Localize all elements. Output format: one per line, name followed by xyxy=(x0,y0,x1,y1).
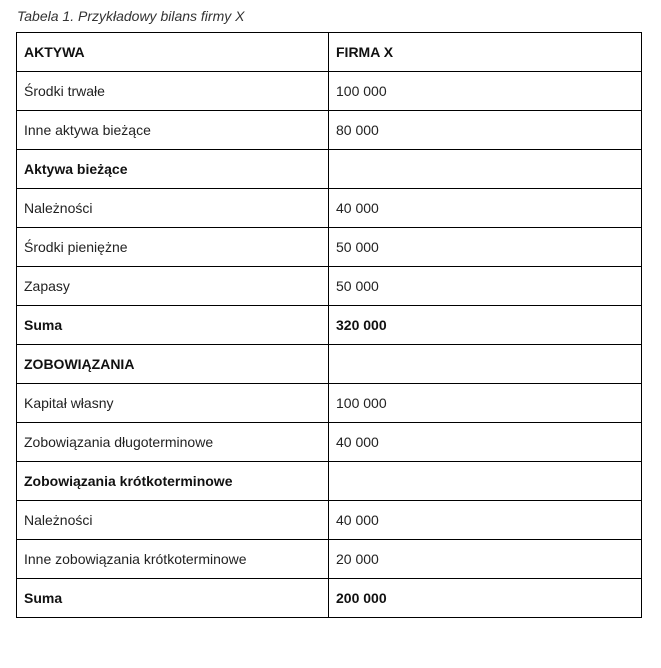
row-label: Należności xyxy=(17,189,329,228)
table-row xyxy=(17,501,642,540)
table-row xyxy=(17,33,642,72)
table-row xyxy=(17,228,642,267)
row-value: 80 000 xyxy=(329,111,642,150)
row-value: 50 000 xyxy=(329,267,642,306)
row-value: 200 000 xyxy=(329,579,642,618)
row-label: Suma xyxy=(17,579,329,618)
row-label: Środki pieniężne xyxy=(17,228,329,267)
row-value: 40 000 xyxy=(329,423,642,462)
row-label: ZOBOWIĄZANIA xyxy=(17,345,329,384)
row-label: Zobowiązania długoterminowe xyxy=(17,423,329,462)
table-row xyxy=(17,540,642,579)
row-label: Należności xyxy=(17,501,329,540)
table-row xyxy=(17,72,642,111)
row-value: 100 000 xyxy=(329,72,642,111)
row-label: Suma xyxy=(17,306,329,345)
table-row xyxy=(17,462,642,501)
row-label: Aktywa bieżące xyxy=(17,150,329,189)
row-value: FIRMA X xyxy=(329,33,642,72)
row-value xyxy=(329,462,642,501)
table-row xyxy=(17,267,642,306)
row-label: Kapitał własny xyxy=(17,384,329,423)
table-row xyxy=(17,111,642,150)
table-caption: Tabela 1. Przykładowy bilans firmy X xyxy=(17,8,245,24)
table-row xyxy=(17,306,642,345)
row-label: Inne aktywa bieżące xyxy=(17,111,329,150)
table-row xyxy=(17,579,642,618)
table-row xyxy=(17,150,642,189)
row-label: Zapasy xyxy=(17,267,329,306)
row-value: 50 000 xyxy=(329,228,642,267)
row-value: 320 000 xyxy=(329,306,642,345)
row-label: AKTYWA xyxy=(17,33,329,72)
row-label: Środki trwałe xyxy=(17,72,329,111)
row-value: 100 000 xyxy=(329,384,642,423)
table-row xyxy=(17,345,642,384)
row-value: 20 000 xyxy=(329,540,642,579)
row-value xyxy=(329,345,642,384)
balance-table-body xyxy=(17,33,642,618)
balance-table xyxy=(16,32,642,618)
row-value: 40 000 xyxy=(329,189,642,228)
table-row xyxy=(17,384,642,423)
row-value: 40 000 xyxy=(329,501,642,540)
table-row xyxy=(17,189,642,228)
row-label: Zobowiązania krótkoterminowe xyxy=(17,462,329,501)
table-row xyxy=(17,423,642,462)
row-label: Inne zobowiązania krótkoterminowe xyxy=(17,540,329,579)
row-value xyxy=(329,150,642,189)
